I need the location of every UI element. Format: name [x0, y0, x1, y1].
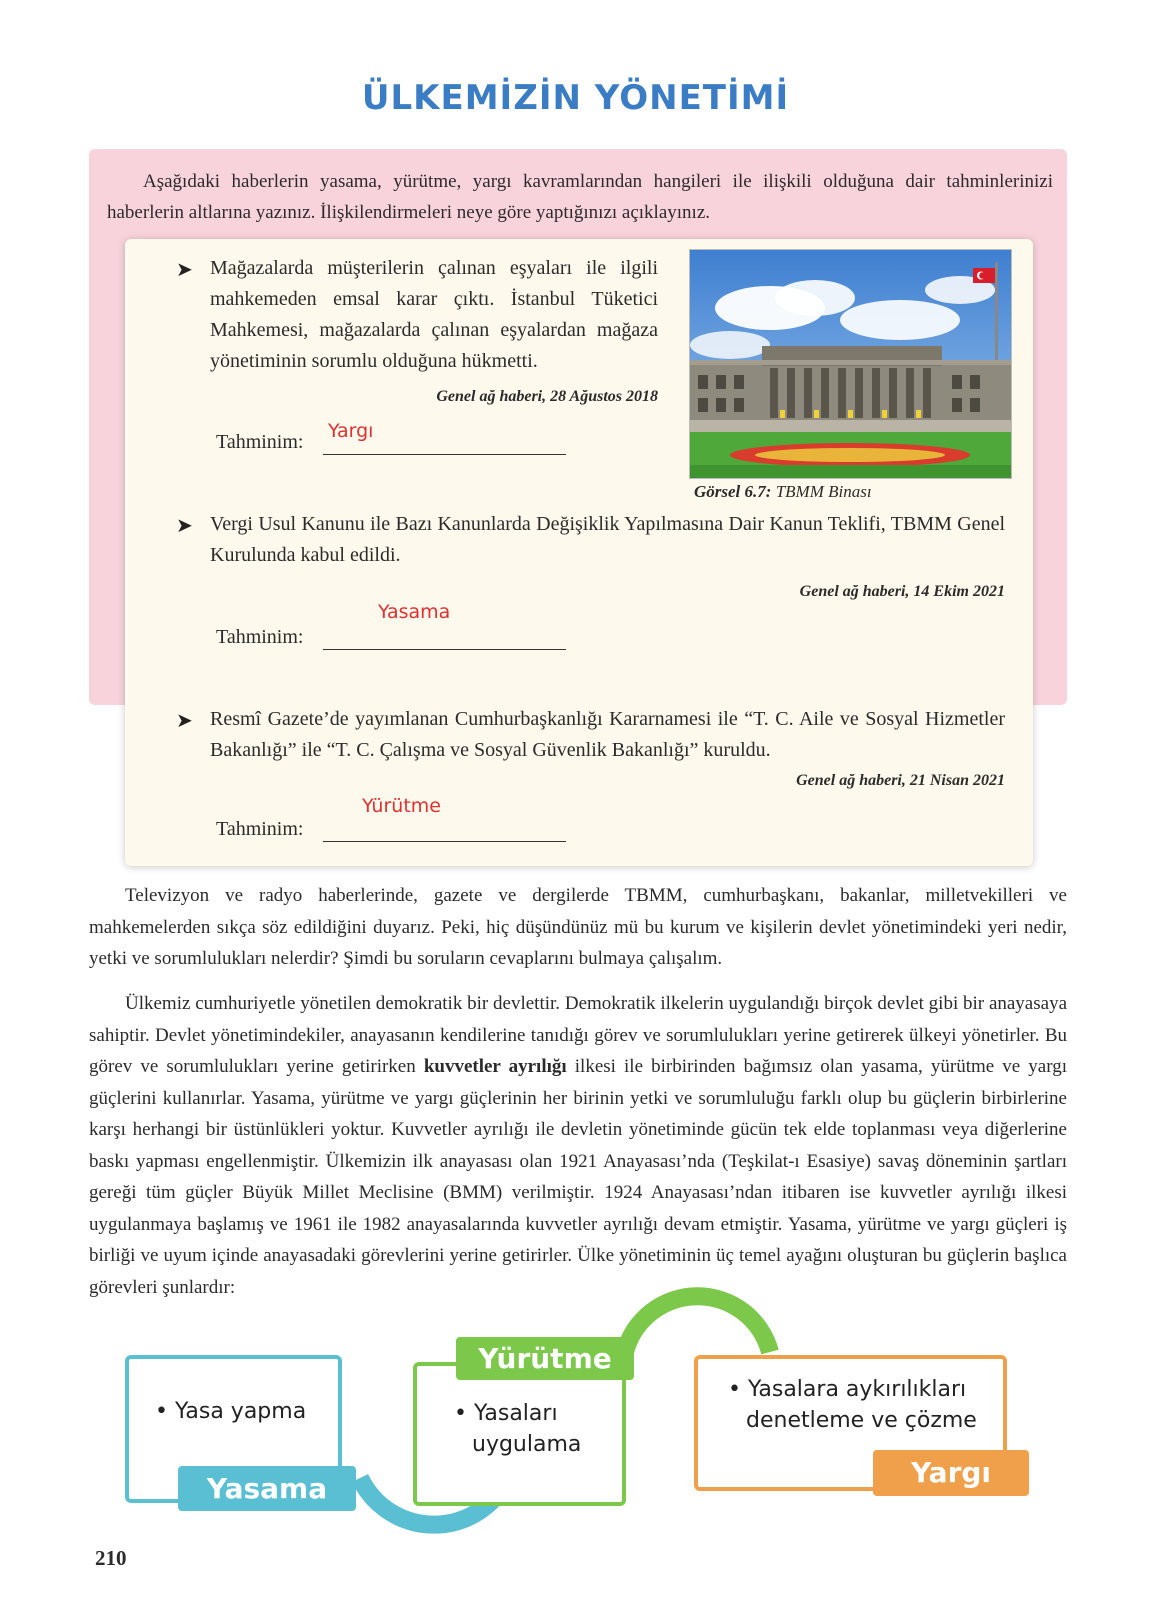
news-1-source: Genel ağ haberi, 28 Ağustos 2018: [436, 388, 658, 405]
news-3-answer: Yürütme: [362, 795, 441, 817]
activity-instructions: Aşağıdaki haberlerin yasama, yürütme, yargı kavramlarından hangileri ile ilişkili olduğuna dair tahminlerinizi haberlerin altlarına yazınız. İlişkilendirmeleri neye göre yaptığınızı açıklayınız.: [107, 171, 1053, 223]
news-3-guess-label: Tahminim:: [216, 818, 304, 840]
arrow-bullet-icon: ➤: [176, 257, 193, 281]
news-3-source: Genel ağ haberi, 21 Nisan 2021: [796, 772, 1005, 789]
page-title: ÜLKEMİZİN YÖNETİMİ: [361, 78, 790, 118]
caption-text: TBMM Binası: [771, 482, 872, 501]
news-2-text: Vergi Usul Kanunu ile Bazı Kanunlarda Değişiklik Yapılmasına Dair Kanun Teklifi, TBMM Genel Kurulunda kabul edildi.: [210, 513, 1005, 566]
body-paragraph-1: Televizyon ve radyo haberlerinde, gazete ve dergilerde TBMM, cumhurbaşkanı, bakanlar, milletvekilleri ve mahkemelerden sıkça söz edildiğini duyarız. Peki, hiç düşündünüz mü bu kurum ve kişilerin devlet yönetimindeki yeri nedir, yetki ve sorumlulukları nelerdir? Şimdi bu soruların cevaplarını bulmaya çalışalım.: [89, 885, 1067, 969]
news-2-source: Genel ağ haberi, 14 Ekim 2021: [799, 583, 1005, 600]
arrow-bullet-icon: ➤: [176, 513, 193, 537]
yurutme-label: Yürütme: [456, 1337, 634, 1380]
news-2-answer: Yasama: [378, 601, 451, 623]
news-2-guess-label: Tahminim:: [216, 626, 304, 648]
yurutme-duty-line-1: • Yasaları: [454, 1401, 558, 1426]
news-1-answer: Yargı: [328, 420, 374, 442]
news-1-text: Mağazalarda müşterilerin çalınan eşyaları ile ilgili mahkemeden emsal karar çıktı. İstanbul Tüketici Mahkemesi, mağazalarda çalınan eşyalardan mağaza yönetiminin sorumlu olduğuna hükmetti.: [210, 257, 658, 372]
caption-label: Görsel 6.7:: [694, 482, 772, 501]
yargi-duty-line-1: • Yasalara aykırılıkları: [728, 1377, 967, 1402]
key-term: kuvvetler ayrılığı: [423, 1056, 567, 1077]
paragraph-2-end: ilkesi ile birbirinden bağımsız olan yasama, yürütme ve yargı güçlerini kullanırlar. Yasama, yürütme ve yargı güçlerinin her birinin yetki ve sorumluluğu farklı olup bu güçlerin birbirlerine karşı herhangi bir üstünlükleri yoktur. Kuvvetler ayrılığı ile devletin yönetiminde gücün tek elde toplanması veya diğerlerine baskı yapması engellenmiştir. Ülkemizin ilk anayasası olan 1921 Anayasası’nda (Teşkilat-ı Esasiye) savaş döneminin şartları gereği tüm güçler Büyük Millet Meclisine (BMM) verilmiştir. 1924 Anayasası’ndan itibaren ise kuvvetler ayrılığı ilkesi uygulanmaya başlamış ve 1961 ile 1982 anayasalarında kuvvetler ayrılığı devam etmiştir. Yasama, yürütme ve yargı güçleri iş birliği ve uyum içinde anayasadaki görevlerini yerine getirirler. Ülke yönetiminin üç temel ayağını oluşturan bu güçlerin başlıca görevleri şunlardır:: [89, 1056, 1067, 1298]
yurutme-duty-line-2: uygulama: [472, 1432, 582, 1457]
yargi-label: Yargı: [873, 1450, 1029, 1496]
news-1-guess-label: Tahminim:: [216, 431, 304, 453]
yasama-duty: • Yasa yapma: [155, 1399, 307, 1424]
yasama-label: Yasama: [178, 1466, 356, 1511]
news-3-text: Resmî Gazete’de yayımlanan Cumhurbaşkanlığı Kararnamesi ile “T. C. Aile ve Sosyal Hizmetler Bakanlığı” ile “T. C. Çalışma ve Sosyal Güvenlik Bakanlığı” kuruldu.: [210, 708, 1005, 761]
page-number: 210: [95, 1546, 127, 1570]
yargi-duty-line-2: denetleme ve çözme: [746, 1408, 977, 1433]
arrow-bullet-icon: ➤: [176, 708, 193, 732]
paragraph-2-start: Ülkemiz cumhuriyetle yönetilen demokratik bir devlettir. Demokratik ilkelerin uygulandığı birçok devlet gibi bir anayasaya sahiptir. Devlet yönetimindekiler, anayasanın kendilerine tanıdığı görev ve sorumlulukları yerine getirerek ülkeyi yönetirler. Bu görev ve sorumlulukları yerine getirirken: [89, 993, 1067, 1077]
